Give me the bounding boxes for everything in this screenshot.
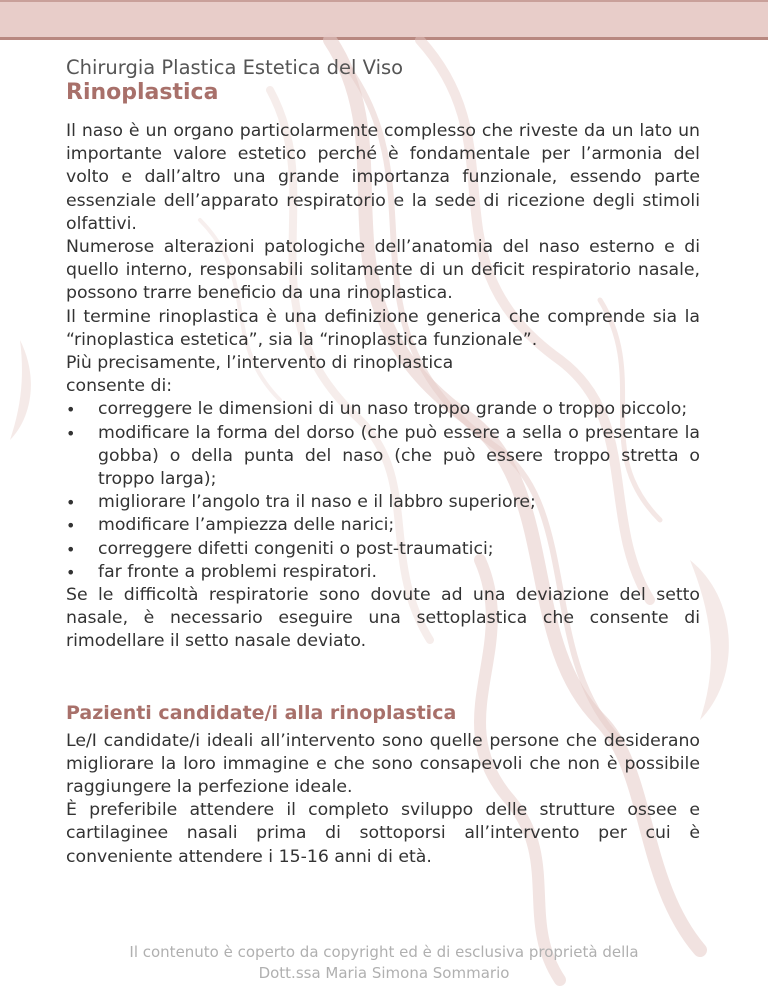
bullet-icon: • xyxy=(66,493,76,513)
footer-line-1: Il contenuto è coperto da copyright ed è di esclusiva proprietà della xyxy=(129,943,639,961)
candidates-paragraph-1: Le/I candidate/i ideali all’intervento sono quelle persone che desiderano migliorare la loro immagine e che sono consapevoli che non è possibile raggiungere la perfezione ideale. xyxy=(66,730,700,798)
list-item xyxy=(66,491,700,514)
intro-paragraph-4b: consente di: xyxy=(66,376,173,397)
list-item xyxy=(66,398,700,421)
list-item-text: modificare la forma del dorso (che può essere a sella o presentare la gobba) o della punta del naso (che può essere troppo stretta o troppo larga); xyxy=(98,422,700,490)
footer-line-2: Dott.ssa Maria Simona Sommario xyxy=(258,964,510,982)
list-item xyxy=(66,514,700,537)
bullet-icon: • xyxy=(66,423,76,443)
candidates-paragraph-2: È preferibile attendere il completo sviluppo delle strutture ossee e cartilaginee nasali prima di sottoporsi all’intervento per cui è conveniente attendere i 15-16 anni di età. xyxy=(66,800,700,867)
section-kicker: Chirurgia Plastica Estetica del Viso xyxy=(66,56,404,79)
list-item-text: correggere le dimensioni di un naso troppo grande o troppo piccolo; xyxy=(98,399,688,420)
copyright-footer xyxy=(0,942,768,984)
intro-paragraph-5: Se le difficoltà respiratorie sono dovute ad una deviazione del setto nasale, è necessario eseguire una settoplastica che consente di rimodellare il setto nasale deviato. xyxy=(66,585,700,652)
list-item xyxy=(66,561,700,584)
list-item xyxy=(66,538,700,561)
benefits-list xyxy=(66,398,700,584)
list-item xyxy=(66,422,700,492)
bullet-icon: • xyxy=(66,539,76,559)
bullet-icon: • xyxy=(66,400,76,420)
list-item-text: modificare l’ampiezza delle narici; xyxy=(98,515,395,536)
bullet-icon: • xyxy=(66,516,76,536)
candidates-heading: Pazienti candidate/i alla rinoplastica xyxy=(66,701,457,724)
list-item-text: migliorare l’angolo tra il naso e il labbro superiore; xyxy=(98,492,536,513)
intro-paragraph-4a: Più precisamente, l’intervento di rinoplastica xyxy=(66,353,454,374)
intro-paragraph-3: Il termine rinoplastica è una definizione generica che comprende sia la “rinoplastica estetica”, sia la “rinoplastica funzionale”. xyxy=(66,306,700,350)
list-item-text: far fronte a problemi respiratori. xyxy=(98,561,377,582)
page-title: Rinoplastica xyxy=(66,80,219,105)
bullet-icon: • xyxy=(66,562,76,582)
intro-paragraph-1: Il naso è un organo particolarmente complesso che riveste da un lato un importante valore estetico perché è fondamentale per l’armonia del volto e dall’altro una grande importanza funzionale, essendo parte essenziale dell’apparato respiratorio e la sede di ricezione degli stimoli olfattivi. xyxy=(66,121,700,234)
document-content xyxy=(66,56,700,869)
list-item-text: correggere difetti congeniti o post-traumatici; xyxy=(98,538,494,559)
intro-paragraph-2: Numerose alterazioni patologiche dell’anatomia del naso esterno e di quello interno, responsabili solitamente di un deficit respiratorio nasale, possono trarre beneficio da una rinoplastica. xyxy=(66,237,700,304)
